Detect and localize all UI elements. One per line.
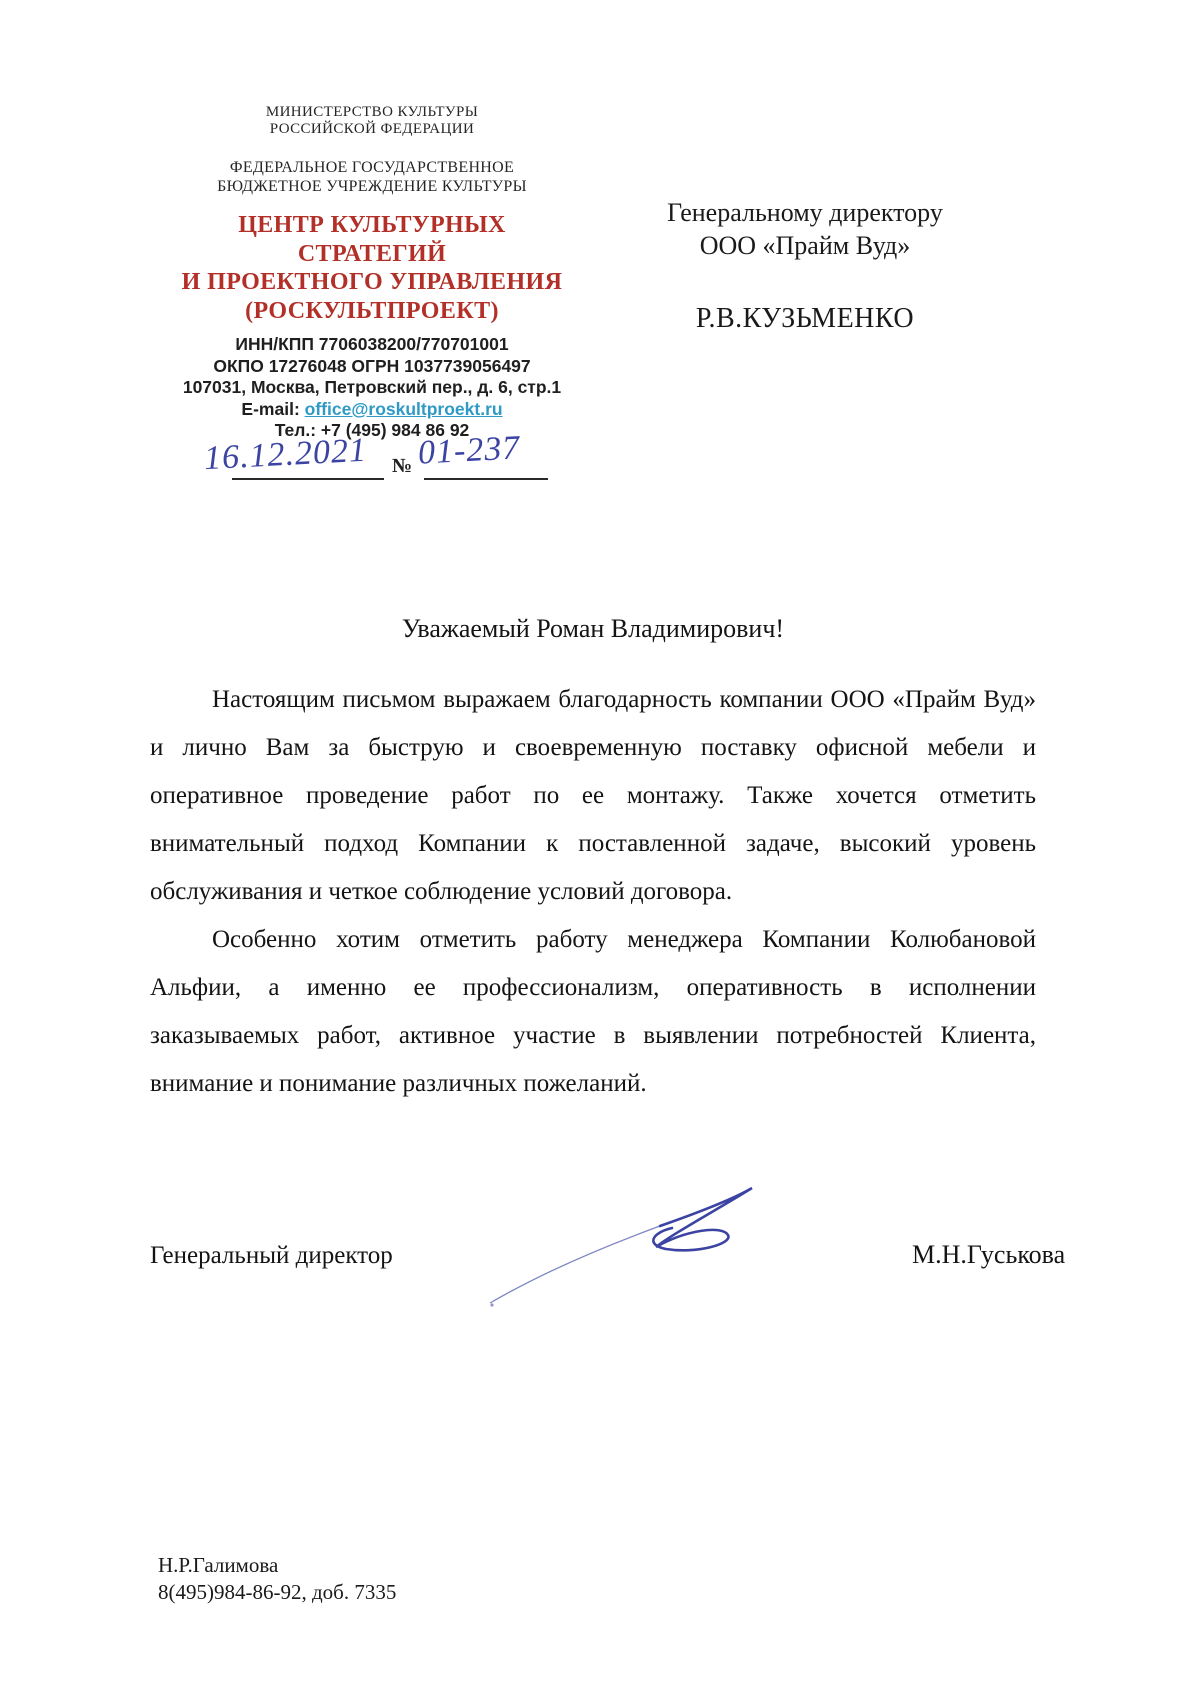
- number-sign: №: [392, 455, 413, 477]
- number-underline: [424, 478, 548, 480]
- letterhead: [152, 104, 592, 442]
- salutation: Уважаемый Роман Владимирович!: [401, 614, 785, 643]
- addressee-name: Р.В.КУЗЬМЕНКО: [695, 303, 915, 334]
- org-name-line-4: (РОСКУЛЬТПРОЕКТ): [245, 297, 499, 324]
- okpo-ogrn-line: ОКПО 17276048 ОГРН 1037739056497: [213, 355, 531, 376]
- signer-name: М.Н.Гуськова: [912, 1240, 1066, 1269]
- institution-line-1: ФЕДЕРАЛЬНОЕ ГОСУДАРСТВЕННОЕ: [229, 159, 515, 176]
- signature-main-stroke: [653, 1188, 752, 1250]
- address-line: 107031, Москва, Петровский пер., д. 6, стр.1: [182, 377, 562, 397]
- signature-ink: [460, 1178, 760, 1323]
- email-line: [152, 399, 592, 421]
- email-link[interactable]: office@roskultproekt.ru: [304, 398, 503, 419]
- contacts-block: [152, 334, 592, 442]
- handwritten-outgoing-number: 01-237: [417, 429, 522, 472]
- body-paragraph-1: Настоящим письмом выражаем благодарность компании ООО «Прайм Вуд» и лично Вам за быструю и своевременную поставку офисной мебели и оперативное проведение работ по ее монтажу. Также хочется отметить внимательный подход Компании к поставленной задаче, высокий уровень обслуживания и четкое соблюдение условий договора.: [150, 686, 1036, 905]
- org-name-line-2: СТРАТЕГИЙ: [297, 240, 447, 267]
- institution-block: [152, 158, 592, 196]
- body-paragraph-2: Особенно хотим отметить работу менеджера Компании Колюбановой Альфии, а именно ее профессионализм, оперативность в исполнении заказываемых работ, активное участие в выявлении потребностей Клиента, внимание и понимание различных пожеланий.: [150, 926, 1036, 1097]
- org-name-line-1: ЦЕНТР КУЛЬТУРНЫХ: [238, 212, 506, 238]
- phone-line: Тел.: +7 (495) 984 86 92: [274, 420, 470, 440]
- ministry-line-1: МИНИСТЕРСТВО КУЛЬТУРЫ: [265, 104, 479, 120]
- date-underline: [232, 478, 384, 480]
- executor-name: Н.Р.Галимова: [158, 1553, 279, 1577]
- org-name-line-3: И ПРОЕКТНОГО УПРАВЛЕНИЯ: [181, 269, 563, 295]
- executor-block: [158, 1552, 396, 1606]
- email-label: E-mail:: [241, 398, 305, 419]
- addressee-company: ООО «Прайм Вуд»: [699, 231, 911, 260]
- addressee-title: Генеральному директору: [667, 198, 943, 227]
- ministry-block: [152, 104, 592, 138]
- signature-ink-dot: [490, 1303, 493, 1306]
- executor-phone: 8(495)984-86-92, доб. 7335: [158, 1580, 397, 1604]
- signer-position: Генеральный директор: [150, 1242, 393, 1269]
- handwritten-date: 16.12.2021: [203, 431, 368, 478]
- letter-body: [150, 676, 1036, 1108]
- addressee-block: [655, 196, 955, 335]
- ministry-line-2: РОССИЙСКОЙ ФЕДЕРАЦИИ: [269, 121, 475, 137]
- organization-name: [152, 211, 592, 325]
- signature-tail-stroke: [490, 1226, 660, 1303]
- inn-kpp-line: ИНН/КПП 7706038200/770701001: [235, 334, 509, 354]
- institution-line-2: БЮДЖЕТНОЕ УЧРЕЖДЕНИЕ КУЛЬТУРЫ: [217, 178, 527, 195]
